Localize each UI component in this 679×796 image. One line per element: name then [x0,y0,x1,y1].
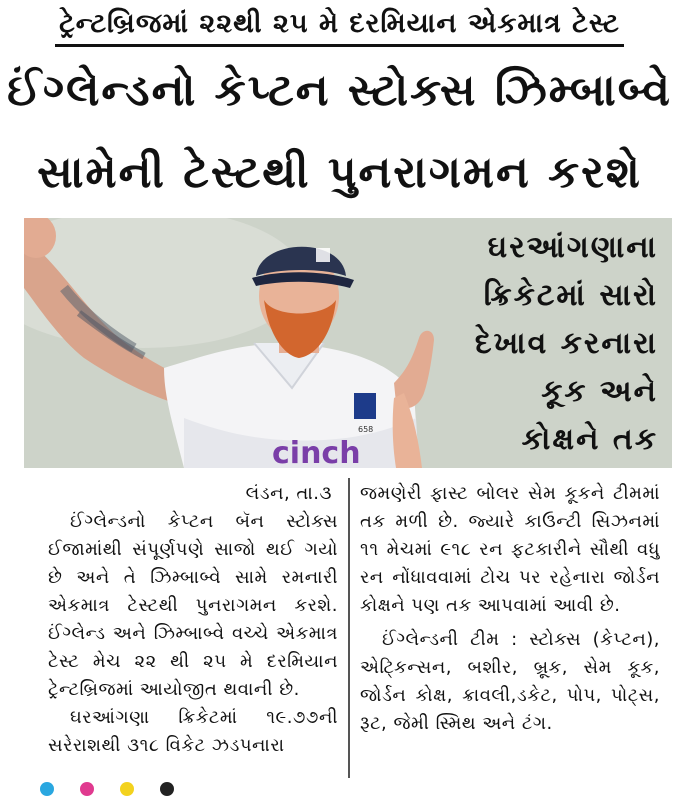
color-registration-marks [20,780,660,790]
article-column-left [48,480,338,760]
column-divider [348,478,350,778]
registration-dot-magenta [80,782,94,796]
sponsor-logo-text: cinch [272,436,361,468]
team-list-paragraph: ઈંગ્લેન્ડની ટીમ : સ્ટોક્સ (કેપ્ટન), એટ્કિન્સન, બશીર, બ્રૂક, સેમ કૂક, જોર્ડન કોક્ષ, ક્રાવલી,ડકેટ, પોપ, પોટ્સ, રૂટ, જેમી સ્મિથ અને ટંગ. [360,629,660,734]
article-column-right [360,480,660,738]
kicker-headline [0,4,679,52]
caption-line-4: કૂક અને [541,374,658,409]
article-paragraph-3: જમણેરી ફાસ્ટ બોલર સેમ કૂકને ટીમમાં તક મળી છે. જ્યારે કાઉન્ટી સિઝનમાં ૧૧ મેચમાં ૯૧૮ રન ફટકારીને સૌથી વધુ રન નોંધાવવામાં ટોચ પર રહેનારા જોર્ડન કોક્ષને પણ તક આપવામાં આવી છે. [360,483,660,616]
caption-line-3: દેખાવ કરનારા [474,326,658,361]
photo-caption [408,224,658,464]
caption-line-5: કોક્ષને તક [521,422,658,457]
article-paragraph-1: ઈંગ્લેન્ડનો કેપ્ટન બૅન સ્ટોક્સ ઈજામાંથી સંપૂર્ણપણે સાજો થઈ ગયો છે અને તે ઝિમ્બાબ્વે સામે રમનારી એકમાત્ર ટેસ્ટથી પુનરાગમન કરશે. ઈંગ્લેન્ડ અને ઝિમ્બાબ્વે વચ્ચે એકમાત્ર ટેસ્ટ મેચ ૨૨ થી ૨૫ મે દરમિયાન ટ્રેન્ટબ્રિજમાં આયોજીત થવાની છે. [48,511,338,700]
registration-dot-black [160,782,174,796]
article-paragraph-2: ઘરઆંગણા ક્રિકેટમાં ૧૯.૭૭ની સરેરાશથી ૩૧૮ વિકેટ ઝડપનારા [48,707,338,756]
player-photo [24,218,672,468]
caption-line-1: ઘરઆંગણાના [487,230,658,265]
jersey-number: 658 [358,425,374,434]
headline-line-2: સામેની ટેસ્ટથી પુનરાગમન કરશે [37,147,642,198]
kicker-text: ટ્રેન્ટબ્રિજમાં ૨૨થી ૨૫ મે દરમિયાન એકમાત્ર ટેસ્ટ [55,4,624,47]
dateline: લંડન, તા.૩ [245,483,332,504]
registration-dot-yellow [120,782,134,796]
caption-line-2: ક્રિકેટમાં સારો [483,278,658,313]
registration-dot-cyan [40,782,54,796]
headline-line-1: ઈંગ્લેન્ડનો કેપ્ટન સ્ટોક્સ ઝિમ્બાબ્વે [7,65,672,116]
